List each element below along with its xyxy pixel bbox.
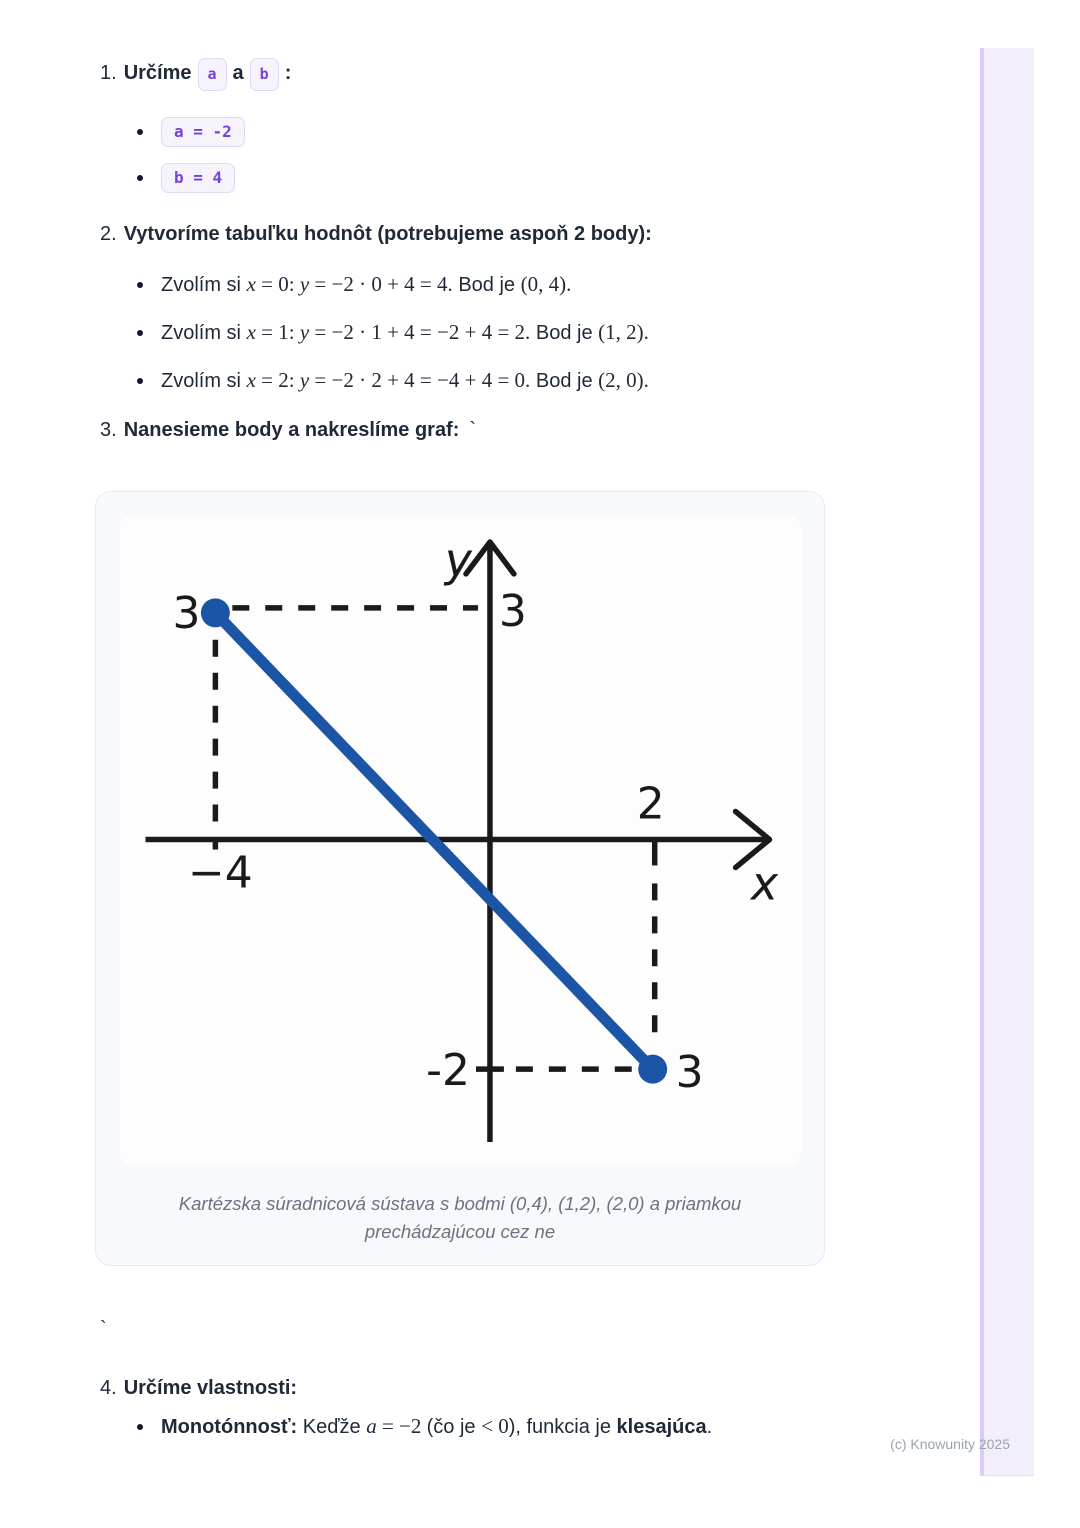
label-2: 2	[636, 778, 665, 830]
label-3-left: 3	[172, 587, 201, 639]
graph-svg	[120, 516, 801, 1165]
graph-caption: Kartézska súradnicová sústava s bodmi (0,4), (1,2), (2,0) a priamkou prechádzajúcou cez ne	[178, 1193, 742, 1242]
point-neg4-3	[201, 598, 230, 627]
section-1-heading	[100, 58, 890, 91]
value-line: Zvolím si x = 2: y = −2 · 2 + 4 = −4 + 4 = 0. Bod je (2, 0).	[161, 368, 649, 392]
section-2-list	[137, 271, 890, 395]
y-axis-label: y	[444, 532, 472, 587]
section-number: 3.	[100, 419, 117, 441]
section-4-heading	[100, 1376, 890, 1400]
copyright-notice: (c) Knowunity 2025	[890, 1436, 1010, 1452]
list-item	[137, 163, 890, 193]
section-3-heading	[100, 418, 890, 442]
section-number: 2.	[100, 223, 117, 245]
backtick-char: `	[469, 419, 477, 441]
property-line: Monotónnosť: Keďže a = −2 (čo je < 0), funkcia je klesajúca.	[161, 1414, 713, 1438]
value-line: Zvolím si x = 1: y = −2 · 1 + 4 = −2 + 4 = 2. Bod je (1, 2).	[161, 320, 649, 344]
graph-card	[95, 491, 825, 1266]
coordinate-system-image	[120, 516, 801, 1165]
code-chip-a: a	[198, 58, 227, 91]
list-item	[137, 117, 890, 147]
bullet-marker	[137, 175, 143, 181]
list-item	[137, 367, 890, 395]
bullet-marker	[137, 330, 143, 336]
list-item	[137, 271, 890, 299]
document-body	[100, 58, 890, 1441]
bullet-marker	[137, 378, 143, 384]
section-title: Vytvoríme tabuľku hodnôt (potrebujeme aspoň 2 body):	[123, 223, 652, 245]
code-chip-b-value: b = 4	[161, 163, 235, 193]
label-neg2: -2	[426, 1045, 470, 1097]
bullet-marker	[137, 1424, 143, 1430]
label-neg4: −4	[187, 847, 253, 899]
section-number: 4.	[100, 1377, 117, 1399]
code-chip-a-value: a = -2	[161, 117, 245, 147]
bullet-marker	[137, 129, 143, 135]
section-title: Určíme a a b :	[124, 58, 292, 91]
section-title: Určíme vlastnosti:	[123, 1377, 298, 1399]
bullet-marker	[137, 282, 143, 288]
label-3-on-axis: 3	[498, 585, 527, 637]
section-number: 1.	[100, 62, 117, 84]
value-line: Zvolím si x = 0: y = −2 · 0 + 4 = 4. Bod je (0, 4).	[161, 272, 572, 296]
code-chip-b: b	[250, 58, 279, 91]
section-2-heading	[100, 222, 890, 246]
section-1-list	[137, 117, 890, 193]
point-2-neg2	[638, 1055, 667, 1084]
list-item	[137, 319, 890, 347]
section-4-bullet	[137, 1413, 890, 1441]
label-3-bottom: 3	[675, 1047, 704, 1099]
section-title: Nanesieme body a nakreslíme graf:	[123, 419, 460, 441]
x-axis-label: x	[750, 856, 779, 911]
stray-backtick: `	[100, 1318, 107, 1340]
right-margin-strip	[980, 48, 1034, 1476]
